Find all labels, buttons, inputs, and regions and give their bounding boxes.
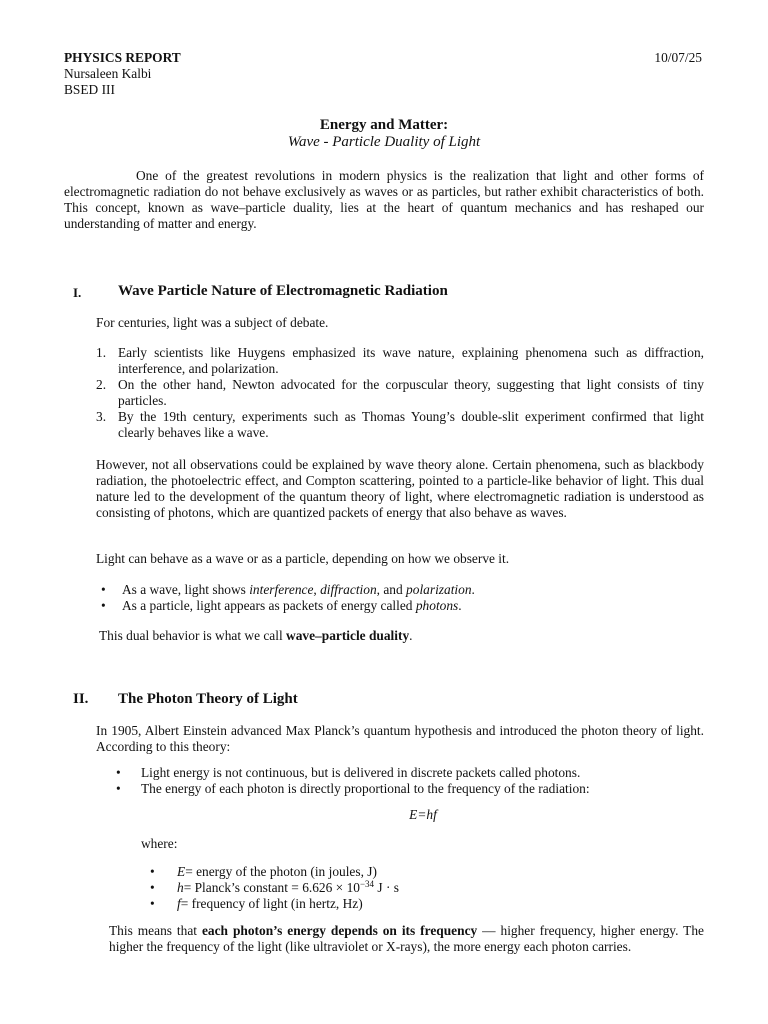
document-title: Energy and Matter:	[319, 117, 449, 133]
photon-energy-equation: E=hf	[409, 807, 437, 822]
list-item: • h= Planck’s constant = $6.626 \times 10^{-34}$ J · s	[150, 879, 399, 895]
bullet-icon: •	[116, 781, 121, 796]
list-item: • f= frequency of light (in hertz, Hz)	[150, 896, 363, 911]
report-date: 10/07/25	[654, 50, 702, 65]
section-1-conclusion: This dual behavior is what we call wave–particle duality.	[99, 628, 413, 643]
equation-definitions-list	[150, 864, 704, 912]
author-name: Nursaleen Kalbi	[64, 66, 152, 81]
section-1-paragraph-3: Light can behave as a wave or as a particle, depending on how we observe it.	[96, 551, 510, 566]
section-2-number: II.	[73, 691, 89, 707]
section-2-heading: The Photon Theory of Light	[118, 691, 298, 707]
report-label: PHYSICS REPORT	[64, 50, 181, 65]
section-2-closing-paragraph: This means that each photon’s energy depends on its frequency — higher frequency, higher energy. The higher the frequency of the light (like ultraviolet or X-rays), the more energy each photon carries.	[109, 923, 704, 954]
list-item: • Light energy is not continuous, but is delivered in discrete packets called photons.	[116, 765, 581, 780]
bullet-icon: •	[116, 765, 121, 780]
bullet-icon: •	[150, 880, 155, 895]
intro-paragraph: One of the greatest revolutions in modern physics is the realization that light and other forms of electromagnetic radiation do not behave exclusively as waves or as particles, but rather exhibit characteristics of both. This concept, known as wave–particle duality, lies at the heart of quantum mechanics and has reshaped our understanding of matter and energy.	[64, 168, 704, 231]
section-1-heading: Wave Particle Nature of Electromagnetic Radiation	[118, 283, 448, 299]
section-1-numbered-list	[96, 345, 704, 441]
list-item: • As a wave, light shows interference, diffraction, and polarization.	[101, 582, 475, 597]
section-1-paragraph-2: However, not all observations could be explained by wave theory alone. Certain phenomena, such as blackbody radiation, the photoelectric effect, and Compton scattering, pointed to a particle-like behavior of light. This dual nature led to the development of the quantum theory of light, where electromagnetic radiation is understood as consisting of photons, which are quantized packets of energy that also behave as waves.	[96, 457, 704, 520]
bullet-icon: •	[101, 582, 106, 597]
where-label: where:	[141, 836, 178, 851]
course-label: BSED III	[64, 82, 115, 97]
section-1-number: I.	[73, 285, 82, 300]
bullet-icon: •	[101, 598, 106, 613]
list-item: • As a particle, light appears as packets of energy called photons.	[101, 598, 462, 613]
section-2-bullet-list	[115, 765, 704, 797]
section-1-lead: For centuries, light was a subject of debate.	[96, 315, 329, 330]
bullet-icon: •	[150, 864, 155, 879]
section-2-paragraph-1: In 1905, Albert Einstein advanced Max Planck’s quantum hypothesis and introduced the photon theory of light. According to this theory:	[96, 723, 704, 754]
bullet-icon: •	[150, 896, 155, 911]
document-subtitle: Wave - Particle Duality of Light	[287, 134, 481, 150]
list-item: 3. By the 19th century, experiments such as Thomas Young’s double-slit experiment confirmed that light clearly behaves like a wave.	[96, 409, 704, 440]
list-item: • The energy of each photon is directly proportional to the frequency of the radiation:	[116, 781, 590, 796]
list-item: 1. Early scientists like Huygens emphasized its wave nature, explaining phenomena such as diffraction, interference, and polarization.	[96, 345, 704, 376]
list-item: • E= energy of the photon (in joules, J)	[150, 864, 377, 879]
list-item: 2. On the other hand, Newton advocated for the corpuscular theory, suggesting that light consists of tiny particles.	[96, 377, 704, 408]
section-1-bullet-list	[96, 582, 704, 614]
